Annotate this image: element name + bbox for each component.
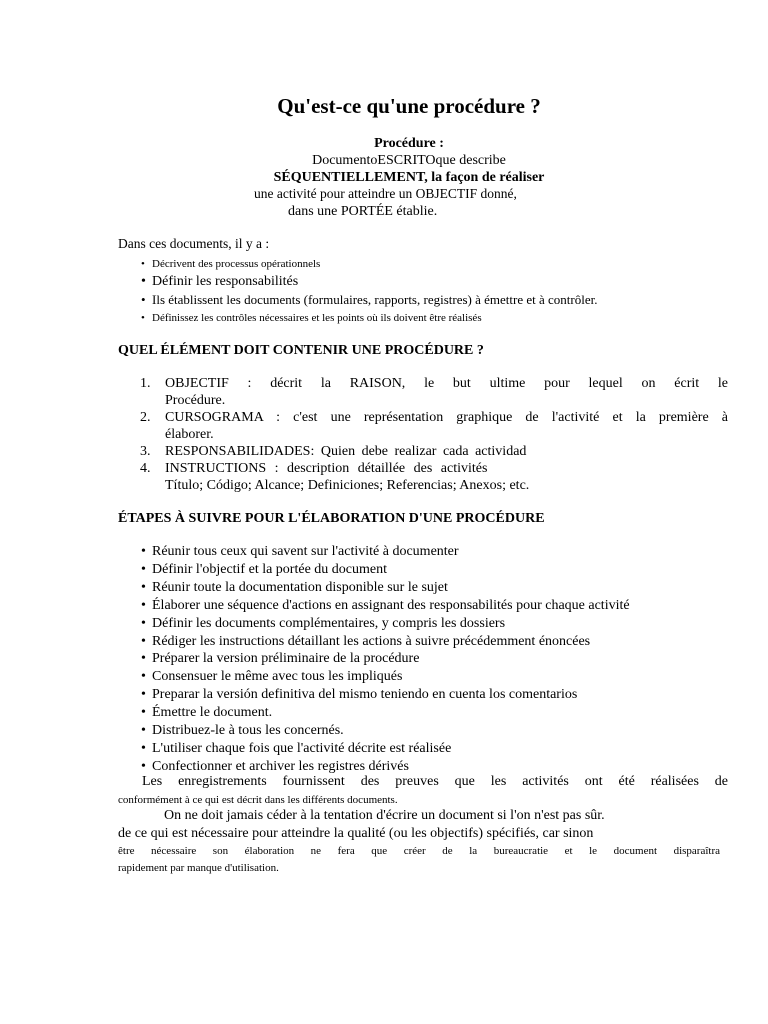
list-item: • Confectionner et archiver les registres dérivés xyxy=(141,758,630,776)
item-text-continued: Procédure. xyxy=(165,393,226,408)
closing-paragraph-2-line-2: de ce qui est nécessaire pour atteindre la qualité (ou les objectifs) spécifiés, car sinon xyxy=(118,826,594,841)
list-item: • Preparar la versión definitiva del mismo teniendo en cuenta los comentarios xyxy=(141,686,630,704)
steps-list xyxy=(141,543,630,776)
list-item: • L'utiliser chaque fois que l'activité décrite est réalisée xyxy=(141,740,630,758)
item-text: OBJECTIF : décrit la RAISON, le but ultime pour lequel on écrit le xyxy=(165,376,728,391)
item-text-continued: élaborer. xyxy=(165,427,214,442)
closing-paragraph-2: On ne doit jamais céder à la tentation d'écrire un document si l'on n'est pas sûr. xyxy=(164,808,605,823)
list-item: • Consensuer le même avec tous les impliqués xyxy=(141,668,630,686)
contents-numbered-list xyxy=(140,375,728,494)
definition-line-2: SÉQUENTIELLEMENT, la façon de réaliser xyxy=(273,170,545,185)
list-item: • Définissez les contrôles nécessaires et les points où ils doivent être réalisés xyxy=(141,309,597,327)
item-text: CURSOGRAMA : c'est une représentation graphique de l'activité et la première à xyxy=(165,410,728,425)
list-item: • Émettre le document. xyxy=(141,704,630,722)
section-heading-steps: ÉTAPES À SUIVRE POUR L'ÉLABORATION D'UNE PROCÉDURE xyxy=(118,511,545,526)
list-item: • Définir l'objectif et la portée du document xyxy=(141,561,630,579)
closing-paragraph-2-line-3: être nécessaire son élaboration ne fera que créer de la bureaucratie et le document disparaîtra xyxy=(118,845,720,857)
definition-line-3: une activité pour atteindre un OBJECTIF donné, xyxy=(254,186,517,201)
list-item: • Élaborer une séquence d'actions en assignant des responsabilités pour chaque activité xyxy=(141,597,630,615)
section-heading-contents: QUEL ÉLÉMENT DOIT CONTENIR UNE PROCÉDURE ? xyxy=(118,343,484,358)
numbered-item xyxy=(140,443,728,460)
definition-line-1: DocumentoESCRITOque describe xyxy=(312,153,506,168)
list-item: • Réunir toute la documentation disponible sur le sujet xyxy=(141,579,630,597)
item-number: 1. xyxy=(140,376,151,391)
list-item: • Rédiger les instructions détaillant les actions à suivre précédemment énoncées xyxy=(141,633,630,651)
list-item: • Ils établissent les documents (formulaires, rapports, registres) à émettre et à contrôler. xyxy=(141,291,597,309)
item-text: INSTRUCTIONS : description détaillée des activités xyxy=(165,461,488,476)
list-item: • Décrivent des processus opérationnels xyxy=(141,255,597,273)
item-number: 2. xyxy=(140,410,151,425)
closing-paragraph-1: Les enregistrements fournissent des preuves que les activités ont été réalisées de xyxy=(142,774,728,789)
documents-list xyxy=(141,255,597,327)
definition-label: Procédure : xyxy=(374,136,444,151)
item-text-continued: Título; Código; Alcance; Definiciones; Referencias; Anexos; etc. xyxy=(165,478,530,493)
definition-line-4: dans une PORTÉE établie. xyxy=(288,204,438,219)
documents-intro: Dans ces documents, il y a : xyxy=(118,236,270,251)
item-number: 4. xyxy=(140,461,151,476)
item-text: RESPONSABILIDADES: Quien debe realizar cada actividad xyxy=(165,444,527,459)
item-number: 3. xyxy=(140,444,151,459)
numbered-item xyxy=(140,460,728,494)
page-title: Qu'est-ce qu'une procédure ? xyxy=(277,94,541,118)
list-item: • Réunir tous ceux qui savent sur l'activité à documenter xyxy=(141,543,630,561)
closing-paragraph-2-line-4: rapidement par manque d'utilisation. xyxy=(118,862,279,874)
numbered-item xyxy=(140,409,728,443)
numbered-item xyxy=(140,375,728,409)
closing-paragraph-1-continued: conformément à ce qui est décrit dans les différents documents. xyxy=(118,794,398,806)
list-item: • Définir les documents complémentaires, y compris les dossiers xyxy=(141,615,630,633)
list-item: • Préparer la version préliminaire de la procédure xyxy=(141,650,630,668)
list-item: • Distribuez-le à tous les concernés. xyxy=(141,722,630,740)
list-item: • Définir les responsabilités xyxy=(141,273,597,291)
